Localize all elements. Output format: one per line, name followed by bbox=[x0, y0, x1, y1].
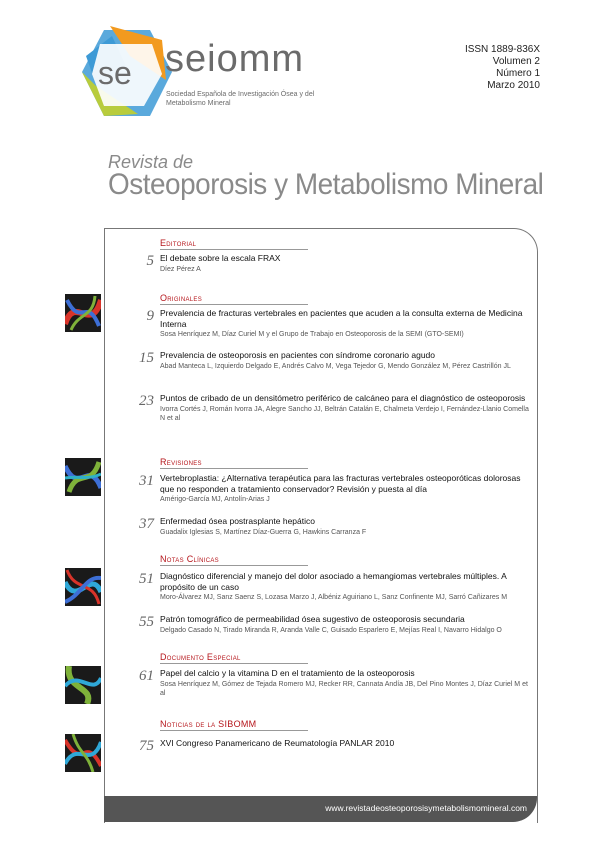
article-title: Puntos de cribado de un densitómetro periférico de calcáneo para el diagnóstico de osteoporosis bbox=[160, 393, 526, 403]
article-title: Diagnóstico diferencial y manejo del dolor asociado a hemangiomas vertebrales múltiples. A propósito de un caso bbox=[160, 571, 507, 592]
article-title: Papel del calcio y la vitamina D en el tratamiento de la osteoporosis bbox=[160, 668, 415, 678]
article-authors: Ivorra Cortés J, Román Ivorra JA, Alegre Sancho JJ, Beltrán Catalán E, Chalmeta Verdejo I, Fernández-Llanio Comella N et al bbox=[160, 405, 529, 422]
journal-title: Osteoporosis y Metabolismo Mineral bbox=[108, 168, 544, 201]
article-authors: Sosa Henríquez M, Díaz Curiel M y el Grupo de Trabajo en Osteoporosis de la SEMI (GTO-SEMI) bbox=[160, 331, 464, 338]
page-number: 61 bbox=[139, 668, 154, 684]
section-image bbox=[65, 294, 101, 332]
section-heading: Originales bbox=[160, 293, 308, 305]
article-title: Prevalencia de osteoporosis en pacientes con síndrome coronario agudo bbox=[160, 350, 436, 360]
seiomm-logo bbox=[66, 26, 176, 122]
article-authors: Delgado Casado N, Tirado Miranda R, Aranda Valle C, Guisado Esparlero E, Mejías Real I, Navarro Hidalgo O bbox=[160, 626, 502, 634]
footer-bar bbox=[104, 796, 537, 822]
issue-date: Marzo 2010 bbox=[487, 80, 540, 91]
page-number: 15 bbox=[139, 350, 154, 366]
issn: ISSN 1889-836X bbox=[464, 44, 540, 55]
section-image bbox=[65, 666, 101, 704]
article-title: Patrón tomográfico de permeabilidad ósea sugestivo de osteoporosis secundaria bbox=[160, 614, 465, 624]
article-authors: Moro-Álvarez MJ, Sanz Saenz S, Lozasa Marzo J, Albéniz Aguiriano L, Sanz Confinente MJ, Sarró Cañizares M bbox=[160, 594, 508, 601]
website-link[interactable]: www.revistadeosteoporosisymetabolismomineral.com bbox=[325, 803, 527, 813]
page-number: 75 bbox=[139, 738, 154, 754]
page-number: 23 bbox=[139, 393, 154, 409]
issue-number: Número 1 bbox=[496, 68, 540, 79]
journal-subtitle: Revista de bbox=[108, 152, 194, 172]
section-heading: Editorial bbox=[160, 238, 308, 250]
page-number: 31 bbox=[139, 473, 154, 489]
section-heading: Noticias de la SIBOMM bbox=[160, 719, 308, 731]
article-authors: Amérigo-García MJ, Antolín-Arias J bbox=[160, 496, 270, 503]
article-title: El debate sobre la escala FRAX bbox=[160, 253, 281, 263]
section-image bbox=[65, 458, 101, 496]
section-image bbox=[65, 568, 101, 606]
article-title: Vertebroplastia: ¿Alternativa terapéutica para las fracturas vertebrales osteoporóticas dolorosas que no responden a tratamiento conservador? Revisión y puesta al día bbox=[160, 473, 521, 494]
section-image bbox=[65, 734, 101, 772]
issue-info bbox=[465, 44, 540, 92]
society-name: Sociedad Española de Investigación Ósea y del Metabolismo Mineral bbox=[166, 91, 315, 107]
page-number: 51 bbox=[139, 571, 154, 587]
article-title: Enfermedad ósea postrasplante hepático bbox=[160, 516, 315, 526]
page-number: 5 bbox=[146, 253, 154, 269]
article-authors: Abad Manteca L, Izquierdo Delgado E, Andrés Calvo M, Vega Tejedor G, Mendo González M, Pérez Castrillón JL bbox=[160, 362, 511, 370]
section-heading: Documento Especial bbox=[160, 652, 308, 664]
page-number: 37 bbox=[139, 516, 154, 532]
logo-wordmark: seiomm bbox=[165, 38, 305, 80]
volume: Volumen 2 bbox=[492, 56, 540, 67]
section-heading: Notas Clínicas bbox=[160, 554, 308, 566]
article-authors: Guadalix Iglesias S, Martínez Díaz-Guerra G, Hawkins Carranza F bbox=[160, 528, 367, 536]
page-number: 9 bbox=[146, 308, 154, 324]
svg-text:se: se bbox=[98, 55, 132, 91]
page-number: 55 bbox=[139, 614, 154, 630]
article-title: Prevalencia de fracturas vertebrales en pacientes que acuden a la consulta externa de Medicina Interna bbox=[160, 308, 523, 329]
article-title: XVI Congreso Panamericano de Reumatología PANLAR 2010 bbox=[160, 738, 395, 748]
article-authors: Sosa Henríquez M, Gómez de Tejada Romero MJ, Recker RR, Cannata Andía JB, Del Pino Montes J, Díaz Curiel M et al bbox=[160, 680, 528, 697]
article-authors: Díez Pérez A bbox=[160, 265, 201, 273]
section-heading: Revisiones bbox=[160, 457, 308, 469]
